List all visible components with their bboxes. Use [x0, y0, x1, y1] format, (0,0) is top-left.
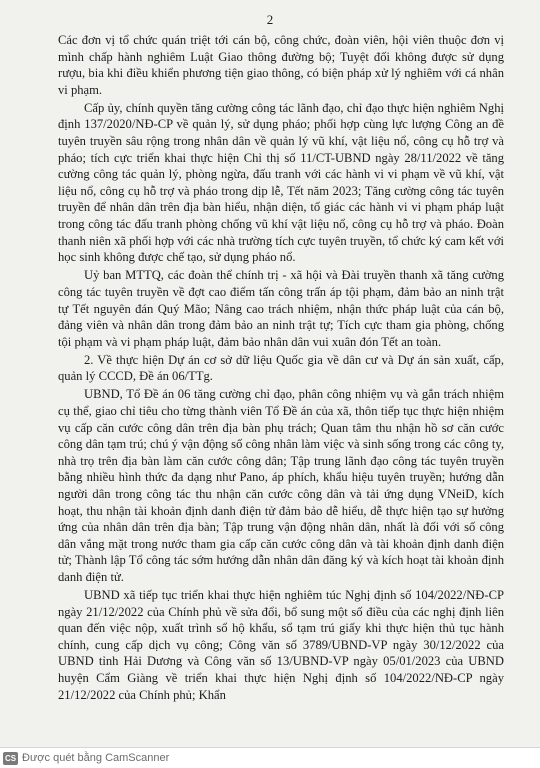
- paragraph-id-card-tasks: UBND, Tổ Đề án 06 tăng cường chỉ đạo, phân công nhiệm vụ và gắn trách nhiệm cụ thể, giao chỉ tiêu cho từng thành viên Tổ Đề án của xã, thôn tiếp tục thực hiện nhiệm vụ cấp căn cước công dân trên địa bàn phụ trách; Quan tâm thu nhận hồ sơ căn cước công dân tạm trú; chú ý vận động số công nhân làm việc và sinh sống trong các công ty, nhà trọ trên địa bàn làm căn cước công dân; Tập trung lãnh đạo công tác tuyên truyền bằng nhiều hình thức đa dạng như Pano, áp phích, khẩu hiệu tuyên truyền; hướng dẫn người dân trong công tác thu nhận căn cước công dân và tải ứng dụng VNeiD, kích hoạt, thu nhận tài khoản định danh điện tử đảm bảo dễ hiểu, dễ thực hiện tạo sự hưởng ứng của nhân dân trên địa bàn; Tập trung vận động nhân dân, nhất là đối với số công dân vắng mặt trong nước tham gia cấp căn cước công dân và tài khoản định danh điện tử; Thành lập Tổ công tác sớm hướng dẫn nhân dân đăng ký và kích hoạt tài khoản định danh điện tử.: [58, 387, 504, 584]
- paragraph-fireworks-control: Cấp ủy, chính quyền tăng cường công tác lãnh đạo, chỉ đạo thực hiện nghiêm Nghị định 137/2020/NĐ-CP về quản lý, sử dụng pháo; phối hợp cùng lực lượng Công an đề tuyên truyền sâu rộng trong nhân dân về quản lý vũ khí, vật liệu nổ, công cụ hỗ trợ và pháo; tích cực triển khai thực hiện Chỉ thị số 11/CT-UBND ngày 28/11/2022 về tăng cường công tác quản lý, phòng ngừa, đấu tranh với các hành vi vi phạm về vũ khí, vật liệu nổ, công cụ hỗ trợ và pháo trong dịp lễ, Tết năm 2023; Tăng cường công tác tuyên truyền để nhân dân trên địa bàn hiểu, nhận diện, tố giác các hành vi vi phạm pháp luật trong công tác đấu tranh phòng chống vũ khí vật liệu nổ, công cụ hỗ trợ và pháo. Đoàn thanh niên xã phối hợp với các nhà trường tích cực tuyên truyền, tổ chức ký cam kết với học sinh không được chế tạo, sử dụng pháo nổ.: [58, 100, 504, 265]
- scanner-watermark-text: Được quét bằng CamScanner: [22, 752, 170, 764]
- camscanner-logo-icon: CS: [4, 753, 17, 763]
- paragraph-mttq-propaganda: Uỷ ban MTTQ, các đoàn thể chính trị - xã hội và Đài truyền thanh xã tăng cường công tác tuyên truyền về đợt cao điểm tấn công trấn áp tội phạm, đảm bảo an ninh trật tự Tết nguyên đán Quý Mão; Nâng cao trách nhiệm, nhận thức pháp luật của cán bộ, đảng viên và nhân dân trong đảm bảo an ninh trật tự; Tích cực tham gia phòng, chống tội phạm và vi phạm pháp luật, đảm bảo nhân dân vui xuân đón Tết an toàn.: [58, 268, 504, 349]
- paragraph-continuation: Các đơn vị tổ chức quán triệt tới cán bộ, công chức, đoàn viên, hội viên thuộc đơn vị mình chấp hành nghiêm Luật Giao thông đường bộ; Tuyệt đối không được sử dụng rượu, bia khi điều khiển phương tiện giao thông, có biện pháp xử lý nghiêm với cá nhân vi phạm.: [58, 33, 504, 97]
- document-body: [58, 32, 504, 705]
- page-number: 2: [266, 12, 274, 27]
- section-heading-project-06: 2. Về thực hiện Dự án cơ sở dữ liệu Quốc gia về dân cư và Dự án sản xuất, cấp, quản lý CCCD, Đề án 06/TTg.: [58, 352, 504, 384]
- scanner-footer: [0, 747, 540, 768]
- paragraph-decree-104: UBND xã tiếp tục triển khai thực hiện nghiêm túc Nghị định số 104/2022/NĐ-CP ngày 21/12/2022 của Chính phủ về sửa đổi, bổ sung một số điều của các nghị định liên quan đến việc nộp, xuất trình sổ hộ khẩu, sổ tạm trú giấy khi thực hiện thủ tục hành chính, cung cấp dịch vụ công; Công văn số 3789/UBND-VP ngày 30/12/2022 của UBND tỉnh Hải Dương và Công văn số 13/UBND-VP ngày 05/01/2023 của UBND huyện Cẩm Giàng về triển khai thực hiện Nghị định số 104/2022/NĐ-CP ngày 21/12/2022 của Chính phủ; Khẩn: [58, 588, 504, 702]
